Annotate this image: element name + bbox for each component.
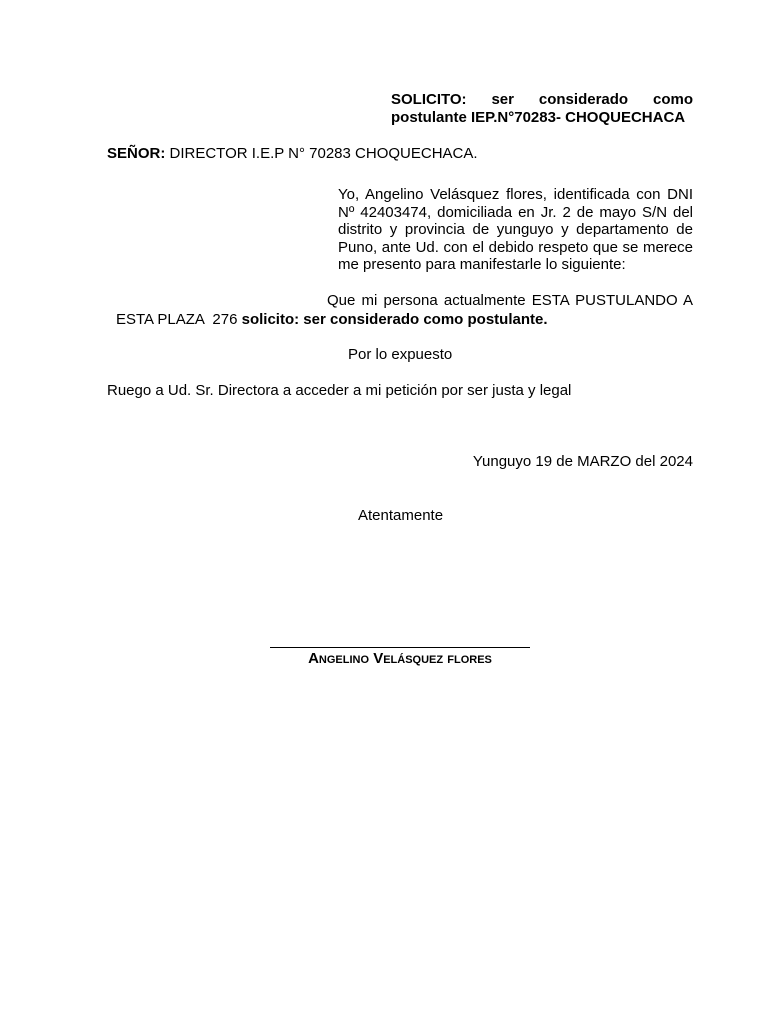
date-line: Yunguyo 19 de MARZO del 2024 bbox=[472, 453, 693, 470]
subject-text: ser considerado como postulante IEP.N°70283- CHOQUECHACA bbox=[391, 91, 693, 126]
recipient-line bbox=[107, 145, 478, 163]
intro-paragraph: Yo, Angelino Velásquez flores, identificada con DNI Nº 42403474, domiciliada en Jr. 2 de mayo S/N del distrito y provincia de yunguyo y departamento de Puno, ante Ud. con el debido respeto que se merece me presento para manifestarle lo siguiente: bbox=[338, 186, 693, 274]
signature-line bbox=[270, 647, 530, 648]
recipient-text: DIRECTOR I.E.P N° 70283 CHOQUECHACA. bbox=[169, 145, 478, 162]
request-prefix: ESTA PLAZA 276 bbox=[116, 311, 242, 328]
request-bold-text: solicito: ser considerado como postulante. bbox=[241, 311, 548, 328]
expuesto-line: Por lo expuesto bbox=[348, 346, 453, 363]
signature-name: Angelino Velásquez flores bbox=[308, 650, 492, 667]
recipient-label: SEÑOR: bbox=[107, 145, 166, 162]
request-paragraph-line1: Que mi persona actualmente ESTA PUSTULANDO A bbox=[327, 292, 693, 309]
subject-line bbox=[391, 91, 693, 126]
salutation: Atentamente bbox=[358, 507, 444, 524]
subject-label: SOLICITO: bbox=[391, 91, 467, 108]
ruego-line: Ruego a Ud. Sr. Directora a acceder a mi petición por ser justa y legal bbox=[107, 382, 572, 399]
request-paragraph-line2 bbox=[116, 311, 548, 329]
